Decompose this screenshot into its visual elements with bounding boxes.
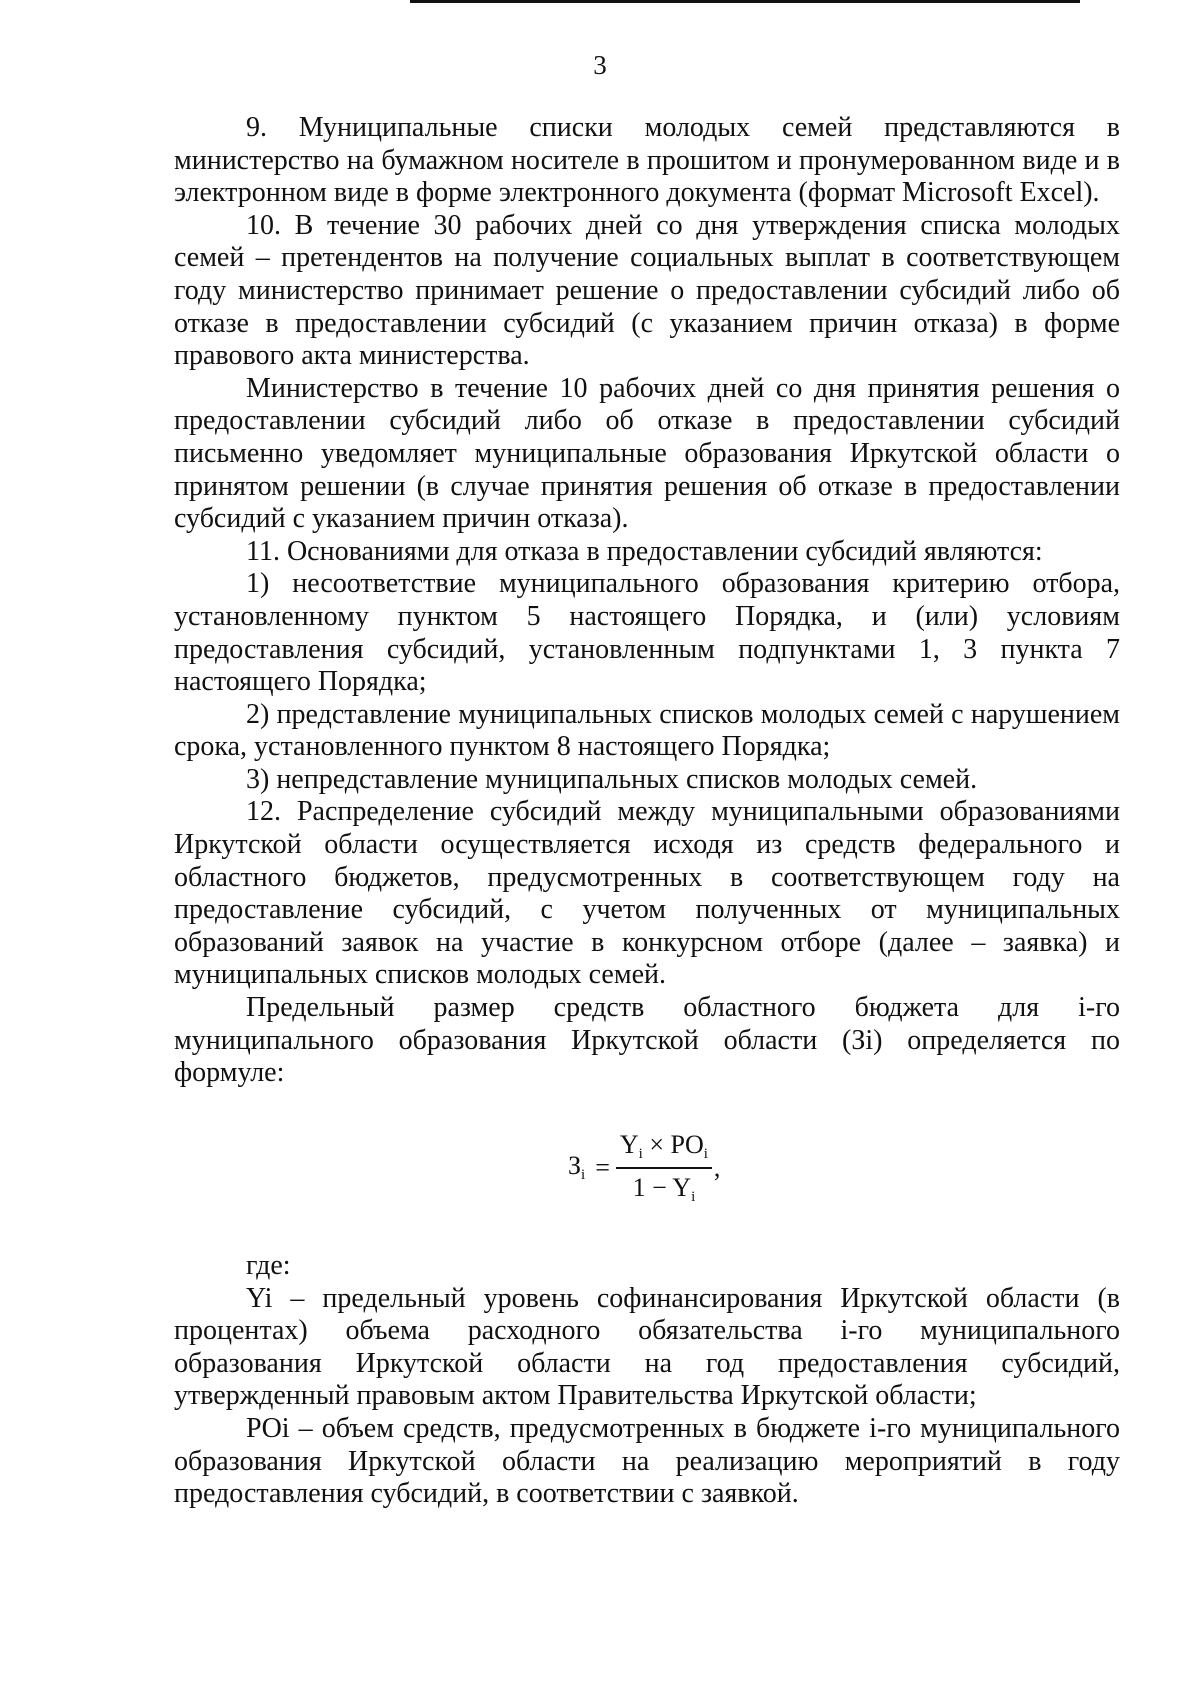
top-rule bbox=[410, 0, 1080, 3]
paragraph-11: 11. Основаниями для отказа в предоставлении субсидий являются: bbox=[246, 535, 1043, 567]
body-text bbox=[174, 112, 1120, 1090]
formula bbox=[568, 1130, 720, 1206]
definitions-block bbox=[174, 1250, 1120, 1511]
definition-poi: POi – объем средств, предусмотренных в бюджете i-го муниципального образования Иркутской области на реализацию мероприятий в году предоставления субсидий, в соответствии с заявкой. bbox=[174, 1412, 1120, 1510]
paragraph-11-item-3: 3) непредставление муниципальных списков молодых семей. bbox=[246, 763, 978, 795]
formula-fraction bbox=[616, 1130, 712, 1206]
page-number: 3 bbox=[593, 50, 607, 80]
paragraph-9: 9. Муниципальные списки молодых семей представляются в министерство на бумажном носителе в прошитом и пронумерованном виде и в электронном виде в форме электронного документа (формат Microsoft Excel). bbox=[174, 112, 1120, 209]
paragraph-10: 10. В течение 30 рабочих дней со дня утверждения списка молодых семей – претендентов на получение социальных выплат в соответствующем году министерство принимает решение о предоставлении субсидий либо об отказе в предоставлении субсидий (с указанием причин отказа) в форме правового акта министерства. bbox=[174, 209, 1120, 372]
formula-denominator: $1 - Y_i$ bbox=[632, 1172, 696, 1205]
paragraph-ministry-notice: Министерство в течение 10 рабочих дней со дня принятия решения о предоставлении субсидий либо об отказе в предоставлении субсидий письменно уведомляет муниципальные образования Иркутской области о принятом решении (в случае принятия решения об отказе в предоставлении субсидий с указанием причин отказа). bbox=[174, 372, 1120, 535]
paragraph-11-item-1: 1) несоответствие муниципального образования критерию отбора, установленному пунктом 5 настоящего Порядка, и (или) условиям предоставления субсидий, установленным подпунктами 1, 3 пункта 7 настоящего Порядка; bbox=[174, 568, 1120, 698]
definition-yi: Yi – предельный уровень софинансирования Иркутской области (в процентах) объема расходного обязательства i-го муниципального образования Иркутской области на год предоставления субсидий, утвержденный правовым актом Правительства Иркутской области; bbox=[174, 1282, 1120, 1412]
paragraph-11-item-2: 2) представление муниципальных списков молодых семей с нарушением срока, установленного пунктом 8 настоящего Порядка; bbox=[174, 698, 1120, 763]
formula-lhs: $З_i$ bbox=[568, 1151, 586, 1184]
formula-comma: , bbox=[713, 1152, 721, 1182]
formula-equals: = bbox=[595, 1152, 610, 1182]
where-label: где: bbox=[246, 1250, 291, 1281]
paragraph-12: 12. Распределение субсидий между муниципальными образованиями Иркутской области осуществляется исходя из средств федерального и областного бюджетов, предусмотренных в соответствующем году на предоставление субсидий, с учетом полученных от муниципальных образований заявок на участие в конкурсном отборе (далее – заявка) и муниципальных списков молодых семей. bbox=[174, 796, 1120, 991]
formula-numerator: $Y_i \times PO_i$ bbox=[619, 1130, 708, 1162]
paragraph-limit-size: Предельный размер средств областного бюджета для i-го муниципального образования Иркутской области (Зi) определяется по формуле: bbox=[174, 992, 1120, 1089]
